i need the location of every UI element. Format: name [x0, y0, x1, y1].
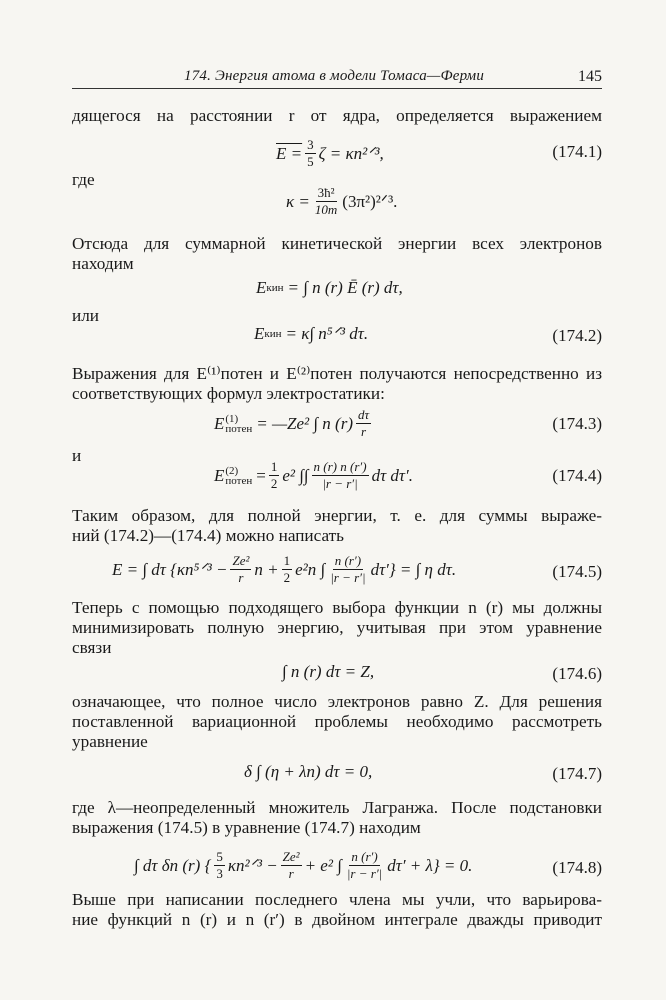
text-line: где λ—неопределенный множитель Лагранжа. После подстановки [72, 798, 602, 817]
numerator: dτ [358, 407, 370, 422]
fraction [230, 554, 251, 585]
eq-part: = κ∫ n⁵ᐟ³ dτ. [285, 324, 369, 343]
text-line: выражения (174.5) в уравнение (174.7) находим [72, 818, 421, 837]
equation-174-1 [276, 138, 384, 169]
equation-174-4 [214, 460, 413, 491]
eq-part: ∫ dτ δn (r) { [134, 855, 212, 875]
fraction [312, 460, 369, 491]
equation-174-5 [112, 554, 456, 585]
text-line: означающее, что полное число электронов равно Z. Для решения [72, 692, 602, 711]
denominator: |r − r′| [330, 570, 366, 585]
text-line: где [72, 170, 95, 189]
denominator: r [238, 570, 244, 585]
text-line: связи [72, 638, 112, 657]
sup-sub [225, 466, 252, 486]
fraction [282, 554, 293, 585]
text-line: и [72, 446, 82, 465]
numerator: 5 [216, 849, 223, 864]
eq-part: = ∫ n (r) Ē (r) dτ, [287, 278, 403, 297]
superscript: (1) [225, 412, 239, 425]
denominator: r [361, 424, 367, 439]
fraction [269, 460, 280, 491]
fraction [305, 138, 316, 169]
numerator: 3 [307, 137, 314, 152]
text-line: Теперь с помощью подходящего выбора функции n (r) мы должны [72, 598, 602, 617]
text-line: ний (174.2)—(174.4) можно написать [72, 526, 344, 545]
equation-174-8 [134, 850, 472, 881]
equation-174-7 [244, 762, 372, 782]
numerator: n (r′) [334, 553, 362, 568]
text-line: или [72, 306, 99, 325]
eq-part: E [254, 324, 265, 343]
denominator: 2 [270, 476, 278, 491]
equation-number: (174.5) [552, 562, 602, 581]
superscript: (2) [225, 464, 239, 477]
fraction [356, 408, 371, 439]
equation-number: (174.4) [552, 466, 602, 485]
fraction [313, 186, 339, 217]
text-line: соответствующих формул электростатики: [72, 384, 385, 403]
subscript: потен [225, 422, 253, 435]
eq-part: ∫ n (r) dτ = Z, [282, 662, 375, 681]
eq-part: dτ′} = ∫ η dτ. [370, 559, 457, 579]
eq-part: ζ = κn²ᐟ³, [318, 143, 384, 163]
text-line: находим [72, 254, 134, 273]
equation-number: (174.1) [552, 142, 602, 161]
denominator: 2 [283, 570, 291, 585]
denominator: r [288, 866, 294, 881]
subscript: потен [225, 474, 253, 487]
numerator: Ze² [282, 849, 300, 864]
eq-part: dτ′ + λ} = 0. [387, 855, 473, 875]
numerator: 1 [270, 459, 278, 474]
running-title: 174. Энергия атома в модели Томаса—Ферми [184, 68, 485, 84]
numerator: n (r′) [351, 849, 378, 864]
fraction [281, 850, 302, 881]
text-line: Таким образом, для полной энергии, т. е. для суммы выраже- [72, 506, 602, 525]
denominator: 5 [307, 154, 314, 169]
page-header [72, 66, 602, 89]
numerator: 1 [283, 553, 291, 568]
numerator: 3ħ² [317, 185, 335, 200]
eq-part: δ ∫ (η + λn) dτ = 0, [244, 762, 373, 781]
eq-part: dτ dτ′. [371, 465, 413, 485]
eq-part: (3π²)²ᐟ³. [342, 191, 398, 211]
text-line: уравнение [72, 732, 148, 751]
eq-part: κ = [286, 191, 310, 211]
equation-174-3 [214, 408, 374, 439]
equation-number: (174.3) [552, 414, 602, 433]
numerator: Ze² [232, 553, 250, 568]
fraction [214, 850, 225, 881]
eq-part: κn²ᐟ³ − [227, 855, 278, 875]
equation-174-2 [254, 324, 368, 344]
denominator: |r − r′| [346, 866, 383, 881]
denominator: 3 [216, 866, 223, 881]
denominator: 10m [314, 202, 338, 217]
text-line: минимизировать полную энергию, учитывая при этом уравнение [72, 618, 602, 637]
text-line: поставленной вариационной проблемы необходимо рассмотреть [72, 712, 602, 731]
text-line: Выше при написании последнего члена мы учли, что варьирова- [72, 890, 602, 909]
equation-number: (174.6) [552, 664, 602, 683]
numerator: n (r) n (r′) [313, 459, 367, 474]
equation-ekin [256, 278, 403, 298]
fraction [328, 554, 367, 585]
text-line: Выражения для E⁽¹⁾потен и E⁽²⁾потен получаются непосредственно из [72, 364, 602, 383]
eq-part: = —Ze² ∫ n (r) [256, 413, 353, 433]
page-number: 145 [578, 68, 602, 85]
denominator: |r − r′| [322, 476, 358, 491]
text-line: дящегося на расстоянии r от ядра, определяется выражением [72, 106, 602, 125]
text-line: ние функций n (r) и n (r′) в двойном интеграле дважды приводит [72, 910, 602, 929]
subscript: кин [266, 282, 284, 294]
sup-sub [225, 414, 252, 434]
eq-part: E [256, 278, 267, 297]
equation-174-6 [282, 662, 374, 682]
equation-number: (174.7) [552, 764, 602, 783]
eq-part: + e² ∫ [304, 855, 342, 875]
equation-number: (174.2) [552, 326, 602, 345]
fraction [345, 850, 384, 881]
eq-part: E = [276, 143, 303, 163]
eq-part: E = ∫ dτ {κn⁵ᐟ³ − [112, 559, 228, 579]
equation-number: (174.8) [552, 858, 602, 877]
eq-part: n + [254, 559, 279, 579]
eq-part: e²n ∫ [295, 559, 326, 579]
equation-kappa [286, 186, 397, 217]
eq-part: e² ∫∫ [282, 465, 309, 485]
eq-part: E [214, 413, 225, 433]
subscript: кин [264, 328, 282, 340]
text-line: Отсюда для суммарной кинетической энергии всех электронов [72, 234, 602, 253]
eq-part: E [214, 465, 225, 485]
eq-part: = [256, 465, 266, 485]
